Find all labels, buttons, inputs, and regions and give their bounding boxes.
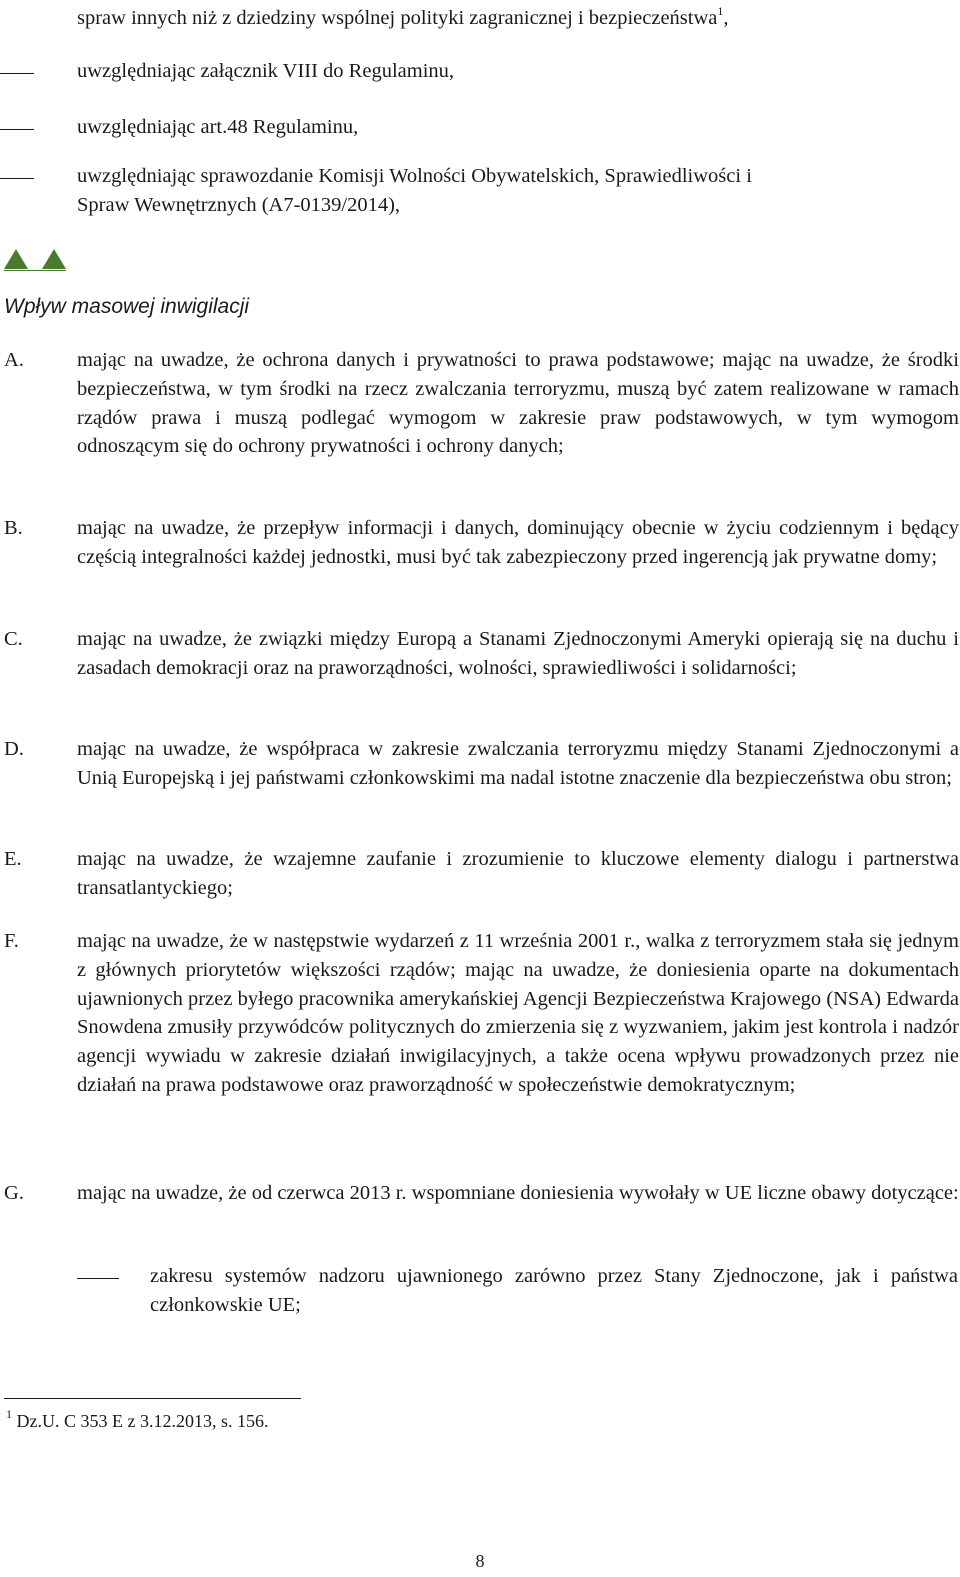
recital-label: E. [4,848,22,870]
recital-text: mając na uwadze, że współpraca w zakresie zwalczania terroryzmu między Stanami Zjednoczonymi a Unią Europejską i jej państwami członkowskimi ma nadal istotne znaczenie dla bezpieczeństwa obu stron; [77,738,959,789]
triangle-icon [42,249,66,269]
recital-text: mając na uwadze, że związki między Europą a Stanami Zjednoczonymi Ameryki opierają się na duchu i zasadach demokracji oraz na praworządności, wolności, sprawiedliwości i solidarności; [77,628,959,679]
citation-item-continuation: Spraw Wewnętrznych (A7-0139/2014), [77,194,401,216]
sub-item-dash [77,1278,119,1279]
footnote-number: 1 [6,1407,12,1421]
page-number: 8 [475,1551,485,1571]
recital-label: B. [4,517,23,539]
section-heading: Wpływ masowej inwigilacji [4,295,250,318]
recital-text: mając na uwadze, że wzajemne zaufanie i zrozumienie to kluczowe elementy dialogu i partnerstwa transatlantyckiego; [77,848,959,899]
recital-label: C. [4,628,23,650]
footnote [6,1408,268,1434]
citation-item: uwzględniając sprawozdanie Komisji Wolności Obywatelskich, Sprawiedliwości i [77,165,752,187]
recital-label: G. [4,1182,24,1204]
recital-text: mając na uwadze, że przepływ informacji i danych, dominujący obecnie w życiu codziennym i będący częścią integralności każdej jednostki, musi być tak zabezpieczony przed ingerencją jak prywatne domy; [77,517,959,568]
citation-dash [0,73,34,74]
continuation-line [77,4,729,33]
recital-label: F. [4,930,19,952]
continuation-trailing: , [723,7,729,29]
footnote-separator [4,1398,301,1399]
marker-underline [4,270,66,271]
citation-dash [0,129,34,130]
continuation-text: spraw innych niż z dziedziny wspólnej polityki zagranicznej i bezpieczeństwa [77,7,718,29]
recital-text: mając na uwadze, że od czerwca 2013 r. wspomniane doniesienia wywołały w UE liczne obawy dotyczące: [77,1182,959,1204]
citation-item: uwzględniając załącznik VIII do Regulaminu, [77,60,455,82]
citation-dash [0,178,34,179]
sub-item-text: zakresu systemów nadzoru ujawnionego zarówno przez Stany Zjednoczone, jak i państwa członkowskie UE; [150,1265,958,1316]
recital-text: mając na uwadze, że w następstwie wydarzeń z 11 września 2001 r., walka z terroryzmem stała się jednym z głównych priorytetów większości rządów; mając na uwadze, że doniesienia oparte na dokumentach ujawnionych przez byłego pracownika amerykańskiej Agencji Bezpieczeństwa Krajowego (NSA) Edwarda Snowdena zmusiły przywódców politycznych do zmierzenia się z wyzwaniem, jakim jest kontrola i nadzór agencji wywiadu w zakresie działań inwigilacyjnych, a także ocena wpływu prowadzonych przez nie działań na prawa podstawowe oraz praworządność w społeczeństwie demokratycznym; [77,930,959,1096]
footnote-reference[interactable]: 1 [717,4,724,18]
footnote-text: Dz.U. C 353 E z 3.12.2013, s. 156. [16,1411,269,1431]
triangle-icon [4,249,28,269]
recital-label: A. [4,349,24,371]
recital-label: D. [4,738,24,760]
recital-text: mając na uwadze, że ochrona danych i prywatności to prawa podstawowe; mając na uwadze, że środki bezpieczeństwa, w tym środki na rzecz zwalczania terroryzmu, muszą być zatem realizowane w ramach rządów prawa i muszą podlegać wymogom w zakresie praw podstawowych, w tym wymogom odnoszącym się do ochrony prywatności i ochrony danych; [77,349,959,458]
citation-item: uwzględniając art.48 Regulaminu, [77,116,359,138]
